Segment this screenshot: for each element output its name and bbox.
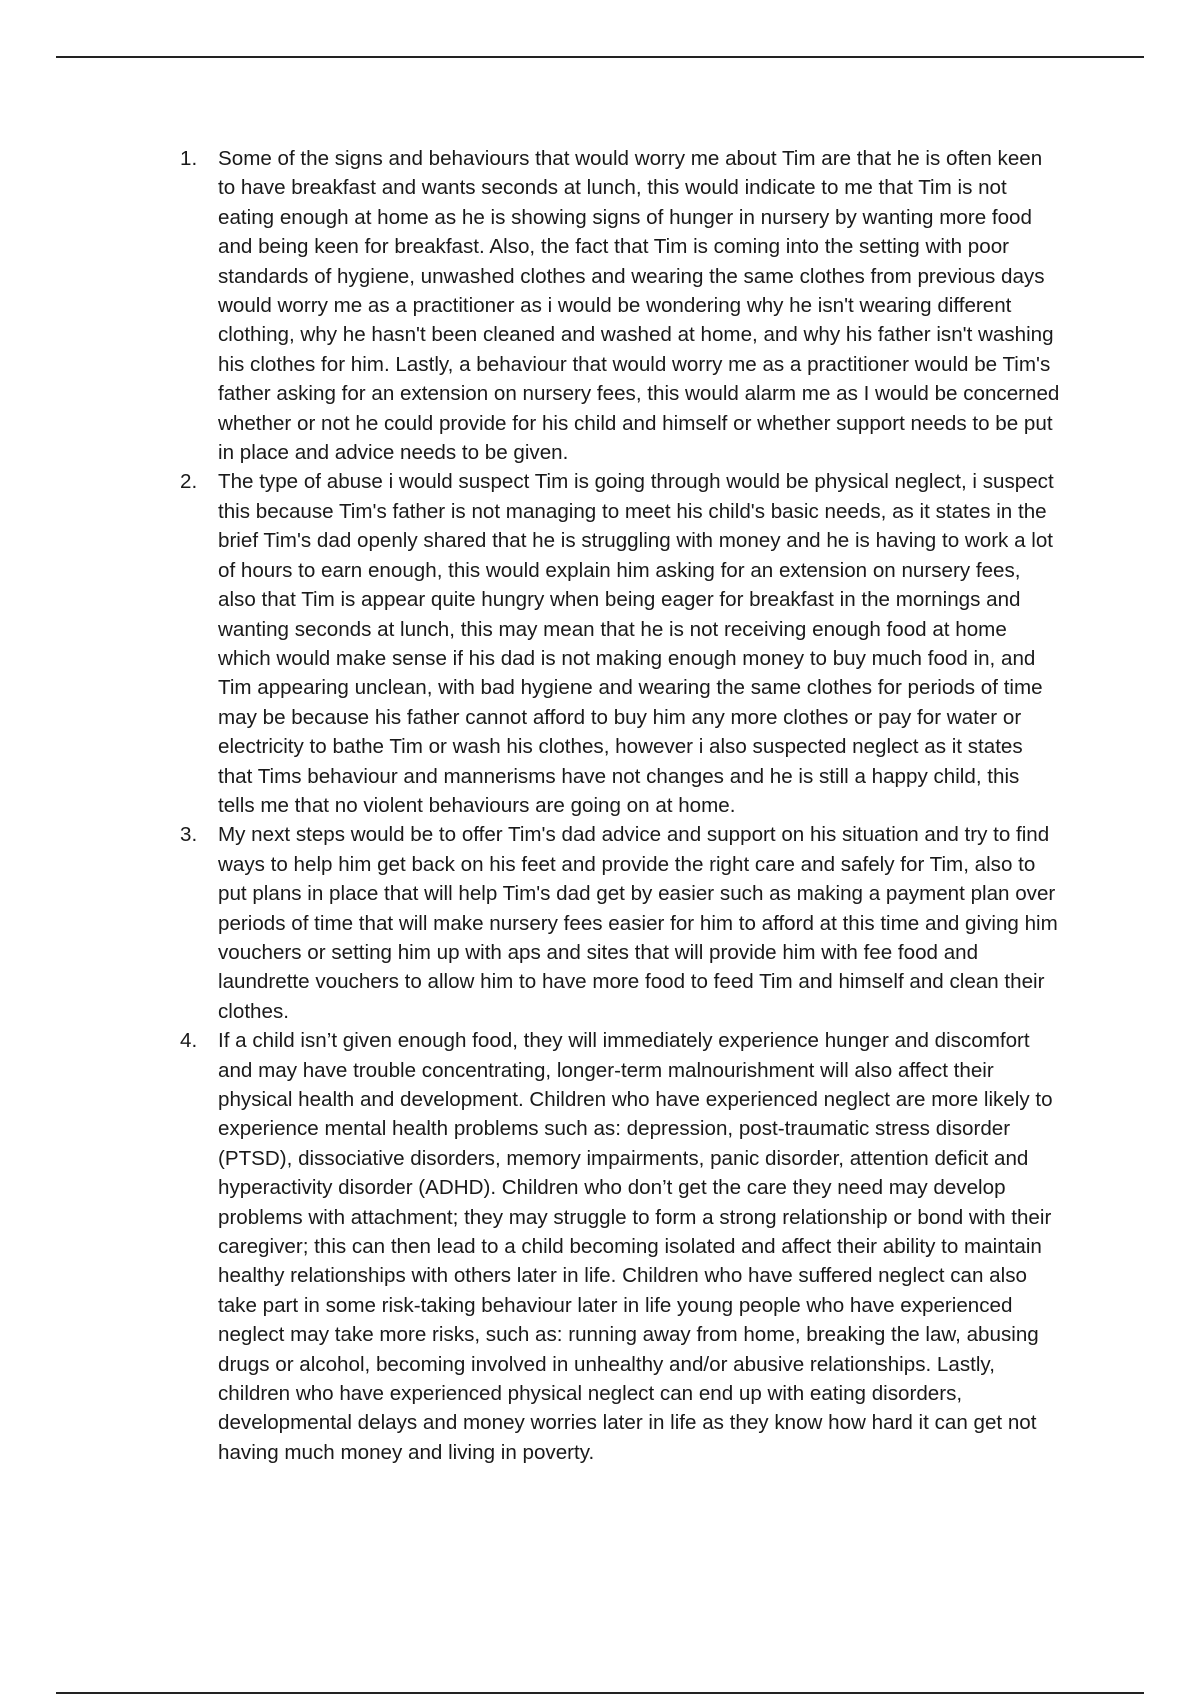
- answer-number: 2.: [180, 470, 198, 494]
- footer-rule: [56, 1692, 1144, 1694]
- answer-text: Some of the signs and behaviours that would worry me about Tim are that he is often keen to have breakfast and wants seconds at lunch, this would indicate to me that Tim is not eating enough at home as he is showing signs of hunger in nursery by wanting more food and being keen for breakfast. Also, the fact that Tim is coming into the setting with poor standards of hygiene, unwashed clothes and wearing the same clothes from previous days would worry me as a practitioner as i would be wondering why he isn't wearing different clothing, why he hasn't been cleaned and washed at home, and why his father isn't washing his clothes for him. Lastly, a behaviour that would worry me as a practitioner would be Tim's father asking for an extension on nursery fees, this would alarm me as I would be concerned whether or not he could provide for his child and himself or whether support needs to be put in place and advice needs to be given.: [218, 147, 1060, 465]
- answer-number: 3.: [180, 823, 198, 847]
- answer-item: [180, 820, 1060, 1026]
- answer-number: 4.: [180, 1029, 198, 1053]
- answer-text: The type of abuse i would suspect Tim is going through would be physical neglect, i suspect this because Tim's father is not managing to meet his child's basic needs, as it states in the brief Tim's dad openly shared that he is struggling with money and he is having to work a lot of hours to earn enough, this would explain him asking for an extension on nursery fees, also that Tim is appear quite hungry when being eager for breakfast in the mornings and wanting seconds at lunch, this may mean that he is not receiving enough food at home which would make sense if his dad is not making enough money to buy much food in, and Tim appearing unclean, with bad hygiene and wearing the same clothes for periods of time may be because his father cannot afford to buy him any more clothes or pay for water or electricity to bathe Tim or wash his clothes, however i also suspected neglect as it states that Tims behaviour and mannerisms have not changes and he is still a happy child, this tells me that no violent behaviours are going on at home.: [218, 470, 1054, 817]
- answer-item: [180, 144, 1060, 467]
- answer-list: [180, 144, 1060, 1467]
- answer-text: My next steps would be to offer Tim's dad advice and support on his situation and try to find ways to help him get back on his feet and provide the right care and safely for Tim, also to put plans in place that will help Tim's dad get by easier such as making a payment plan over periods of time that will make nursery fees easier for him to afford at this time and giving him vouchers or setting him up with aps and sites that will provide him with fee food and laundrette vouchers to allow him to have more food to feed Tim and himself and clean their clothes.: [218, 823, 1058, 1023]
- answer-number: 1.: [180, 147, 198, 170]
- answer-text: If a child isn’t given enough food, they will immediately experience hunger and discomfort and may have trouble concentrating, longer-term malnourishment will also affect their physical health and development. Children who have experienced neglect are more likely to experience mental health problems such as: depression, post-traumatic stress disorder (PTSD), dissociative disorders, memory impairments, panic disorder, attention deficit and hyperactivity disorder (ADHD). Children who don’t get the care they need may develop problems with attachment; they may struggle to form a strong relationship or bond with their caregiver; this can then lead to a child becoming isolated and affect their ability to maintain healthy relationships with others later in life. Children who have suffered neglect can also take part in some risk-taking behaviour later in life young people who have experienced neglect may take more risks, such as: running away from home, breaking the law, abusing drugs or alcohol, becoming involved in unhealthy and/or abusive relationships. Lastly, children who have experienced physical neglect can end up with eating disorders, developmental delays and money worries later in life as they know how hard it can get not having much money and living in poverty.: [218, 1029, 1053, 1464]
- answer-item: [180, 467, 1060, 820]
- answer-item: [180, 1026, 1060, 1467]
- header-rule: [56, 56, 1144, 58]
